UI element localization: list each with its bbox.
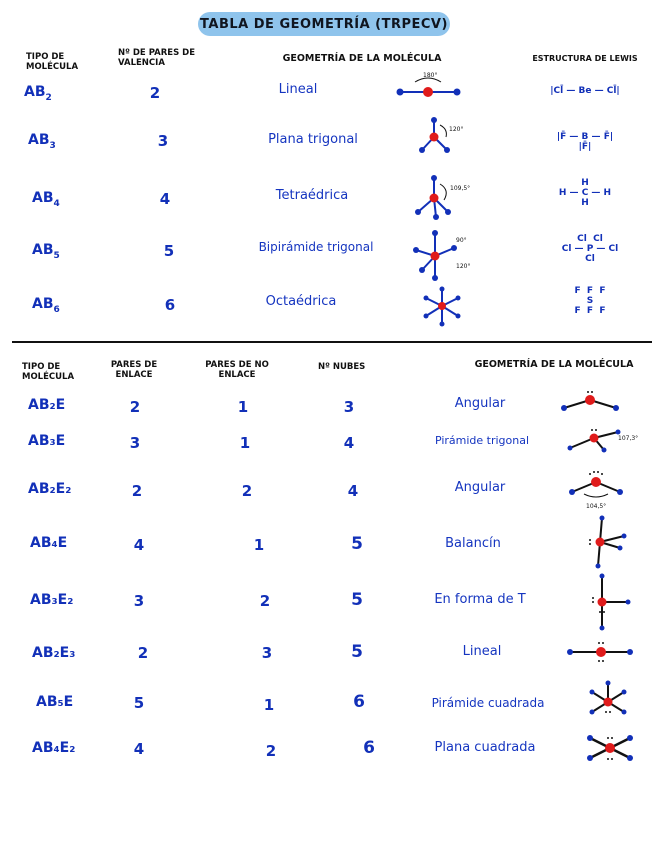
no-enlace-value: 2 <box>241 482 253 500</box>
nubes-value: 5 <box>351 534 363 554</box>
formula-ab2: $AB_2$ <box>24 84 52 103</box>
formula: AB₄E₂ <box>32 740 76 756</box>
pares-value: 4 <box>159 190 171 208</box>
svg-text:104,5°: 104,5° <box>586 503 607 510</box>
lewis-structure: F F F S F F F <box>574 286 606 316</box>
geometry-name: Balancín <box>445 536 501 551</box>
trigonal-bipyramidal-diagram <box>410 228 480 283</box>
enlace-value: 4 <box>133 740 145 758</box>
enlace-value: 2 <box>131 482 143 500</box>
linear-molecule-diagram <box>395 70 465 110</box>
enlace-value: 2 <box>129 398 141 416</box>
pares-value: 3 <box>157 132 169 150</box>
pares-value: 2 <box>149 84 161 102</box>
geometry-name: Plana trigonal <box>268 132 358 147</box>
square-planar-diagram <box>586 730 636 766</box>
geometry-name: Lineal <box>278 82 318 97</box>
formula: AB₂E₃ <box>32 645 76 661</box>
geometry-name: Pirámide trigonal <box>434 434 530 447</box>
lewis-structure: Cl Cl Cl — P — Cl Cl <box>561 234 619 264</box>
header-tipo: TIPO DE MOLÉCULA <box>22 362 75 382</box>
bent-diagram <box>566 466 626 510</box>
nubes-value: 6 <box>363 738 375 758</box>
square-pyramidal-diagram <box>586 680 634 724</box>
no-enlace-value: 2 <box>265 742 277 760</box>
linear-diagram <box>566 640 636 664</box>
page-title: TABLA DE GEOMETRÍA (TRPECV) <box>198 12 450 36</box>
lewis-structure: |F̄ — B — F̄| |F̄| <box>556 132 614 152</box>
svg-text:120°: 120° <box>456 263 471 270</box>
svg-text:107,3°: 107,3° <box>618 435 639 442</box>
formula-ab6: $AB_6$ <box>32 296 60 315</box>
enlace-value: 2 <box>137 644 149 662</box>
enlace-value: 4 <box>133 536 145 554</box>
no-enlace-value: 1 <box>237 398 249 416</box>
formula: AB₂E <box>28 397 66 413</box>
lewis-structure: |Cl̄ — Be — Cl̄| <box>550 86 620 96</box>
svg-text:120°: 120° <box>449 126 464 133</box>
svg-text:90°: 90° <box>456 237 467 244</box>
no-enlace-value: 1 <box>253 536 265 554</box>
t-shaped-diagram <box>586 572 636 632</box>
geometry-name: Angular <box>454 396 506 411</box>
nubes-value: 3 <box>343 398 355 416</box>
geometry-name: En forma de T <box>434 592 526 607</box>
formula-ab5: $AB_5$ <box>32 242 60 261</box>
seesaw-diagram <box>580 514 630 570</box>
no-enlace-value: 1 <box>263 696 275 714</box>
formula: AB₂E₂ <box>28 481 72 497</box>
no-enlace-value: 1 <box>239 434 251 452</box>
formula: AB₄E <box>30 535 68 551</box>
formula-ab3: $AB_3$ <box>28 132 56 151</box>
geometry-name: Bipirámide trigonal <box>258 240 374 254</box>
header-geometria: GEOMETRÍA DE LA MOLÉCULA <box>282 53 442 64</box>
angle-label: 180° <box>423 72 438 79</box>
octahedral-diagram <box>420 286 470 328</box>
geometry-name: Plana cuadrada <box>434 740 536 755</box>
geometry-name: Angular <box>454 480 506 495</box>
nubes-value: 5 <box>351 642 363 662</box>
geometry-name: Octaédrica <box>265 294 337 309</box>
nubes-value: 4 <box>343 434 355 452</box>
header-lewis: ESTRUCTURA DE LEWIS <box>532 54 638 63</box>
enlace-value: 3 <box>133 592 145 610</box>
pares-value: 5 <box>163 242 175 260</box>
geometry-name: Tetraédrica <box>275 188 349 203</box>
header-pares: Nº DE PARES DE VALENCIA <box>118 48 196 68</box>
formula-ab4: $AB_4$ <box>32 190 60 209</box>
formula: AB₅E <box>36 694 74 710</box>
enlace-value: 5 <box>133 694 145 712</box>
geometry-name: Pirámide cuadrada <box>431 696 545 710</box>
tetrahedral-diagram <box>410 172 480 222</box>
header-nubes: Nº NUBES <box>318 362 366 372</box>
header-geometria: GEOMETRÍA DE LA MOLÉCULA <box>474 359 634 370</box>
no-enlace-value: 3 <box>261 644 273 662</box>
pares-value: 6 <box>164 296 176 314</box>
formula: AB₃E <box>28 433 66 449</box>
lewis-structure: H H — C — H H <box>558 178 612 208</box>
nubes-value: 5 <box>351 590 363 610</box>
header-enlace: PARES DE ENLACE <box>110 360 158 380</box>
trigonal-pyramidal-diagram <box>566 424 641 454</box>
no-enlace-value: 2 <box>259 592 271 610</box>
enlace-value: 3 <box>129 434 141 452</box>
header-no-enlace: PARES DE NO ENLACE <box>205 360 269 380</box>
geometry-name: Lineal <box>462 644 502 659</box>
section-divider <box>12 341 652 343</box>
formula: AB₃E₂ <box>30 592 74 608</box>
header-tipo: TIPO DE MOLÉCULA <box>26 52 79 72</box>
bent-diagram <box>560 388 620 418</box>
nubes-value: 4 <box>347 482 359 500</box>
nubes-value: 6 <box>353 692 365 712</box>
trigonal-planar-diagram <box>414 115 474 160</box>
svg-text:109,5°: 109,5° <box>450 185 471 192</box>
